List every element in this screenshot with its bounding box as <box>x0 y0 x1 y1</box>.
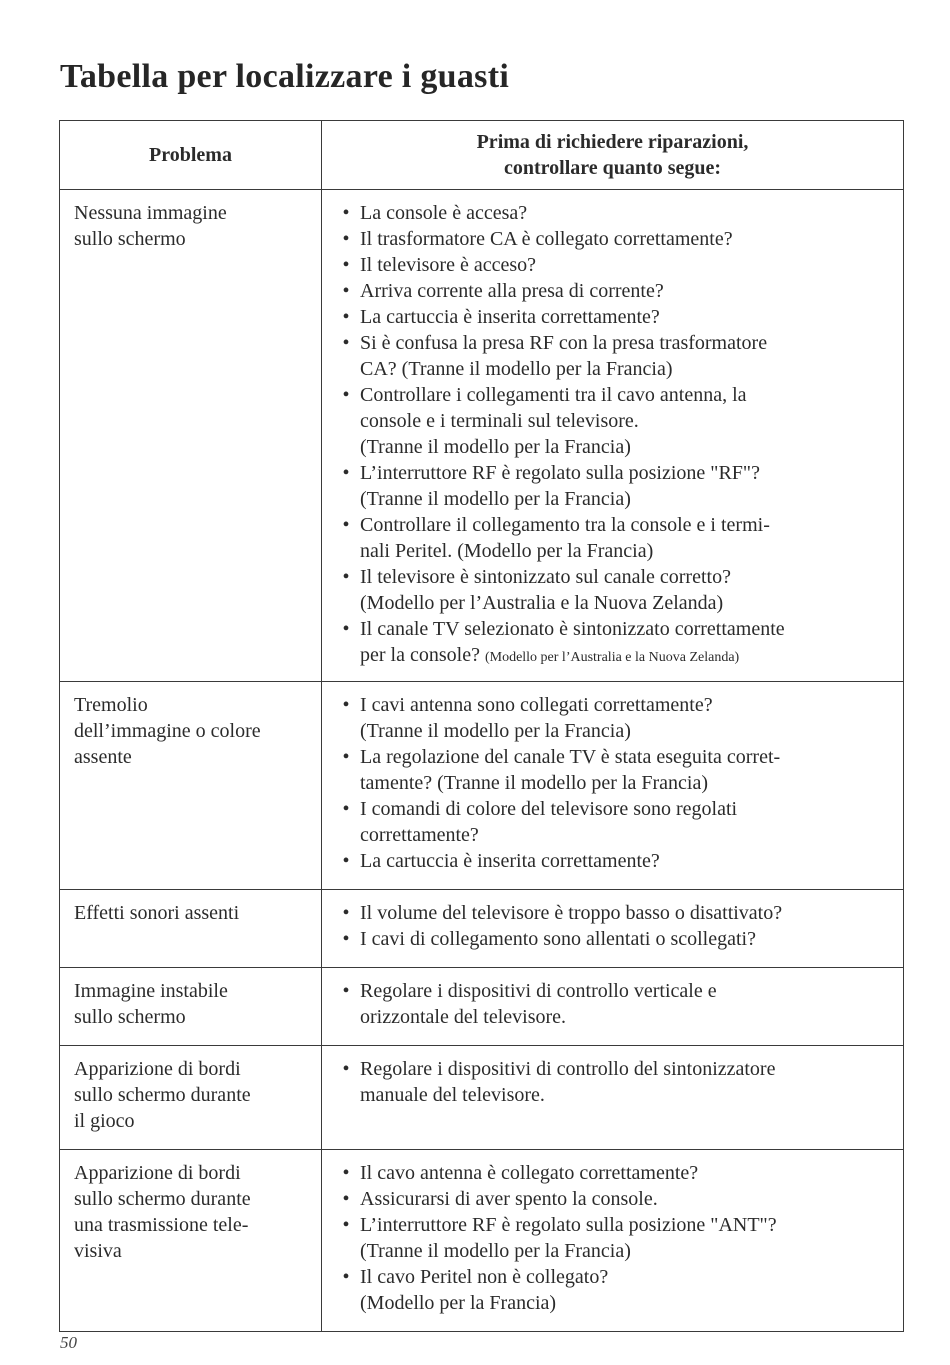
checks-cell <box>322 968 904 1046</box>
check-text: Assicurarsi di aver spento la console. <box>360 1188 658 1210</box>
bullet-icon: • <box>342 798 350 820</box>
list-item <box>338 460 895 512</box>
list-item <box>338 616 895 671</box>
checks-list <box>338 978 895 1030</box>
table-row <box>60 1150 904 1332</box>
bullet-icon: • <box>342 1214 350 1236</box>
checks-list <box>338 1056 895 1108</box>
problem-cell: Immagine instabile sullo schermo <box>60 968 322 1046</box>
list-item <box>338 692 895 744</box>
list-item <box>338 330 895 382</box>
checks-cell <box>322 1046 904 1150</box>
check-text: Regolare i dispositivi di controllo del sintonizzatore manuale del televisore. <box>360 1058 776 1106</box>
list-item <box>338 382 895 460</box>
list-item <box>338 926 895 952</box>
list-item <box>338 278 895 304</box>
check-text: L’interruttore RF è regolato sulla posizione "ANT"? (Tranne il modello per la Francia) <box>360 1214 777 1262</box>
list-item <box>338 1056 895 1108</box>
bullet-icon: • <box>342 746 350 768</box>
check-text: I comandi di colore del televisore sono regolati correttamente? <box>360 798 738 846</box>
bullet-icon: • <box>342 850 350 872</box>
check-text: Il volume del televisore è troppo basso o disattivato? <box>360 902 783 924</box>
check-text: Si è confusa la presa RF con la presa trasformatore CA? (Tranne il modello per la Francia) <box>360 332 768 380</box>
list-item <box>338 200 895 226</box>
list-item <box>338 564 895 616</box>
bullet-icon: • <box>342 462 350 484</box>
header-checks-line2: controllare quanto segue: <box>503 157 722 179</box>
table-row <box>60 682 904 890</box>
bullet-icon: • <box>342 228 350 250</box>
check-text: Il canale TV selezionato è sintonizzato correttamente per la console? <box>360 618 785 666</box>
check-text: Il televisore è acceso? <box>360 254 537 276</box>
check-text: I cavi antenna sono collegati correttamente? (Tranne il modello per la Francia) <box>360 694 713 742</box>
table-row <box>60 968 904 1046</box>
check-note: (Modello per l’Australia e la Nuova Zelanda) <box>484 650 740 665</box>
bullet-icon: • <box>342 254 350 276</box>
checks-list <box>338 1160 895 1316</box>
checks-cell <box>322 1150 904 1332</box>
bullet-icon: • <box>342 514 350 536</box>
check-text: La regolazione del canale TV è stata eseguita corret- tamente? (Tranne il modello per la Francia) <box>360 746 781 794</box>
bullet-icon: • <box>342 280 350 302</box>
bullet-icon: • <box>342 332 350 354</box>
list-item <box>338 900 895 926</box>
list-item <box>338 1160 895 1186</box>
check-text: La cartuccia è inserita correttamente? <box>360 850 660 872</box>
table-row <box>60 190 904 682</box>
check-text: Il cavo antenna è collegato correttamente? <box>360 1162 699 1184</box>
bullet-icon: • <box>342 928 350 950</box>
bullet-icon: • <box>342 202 350 224</box>
list-item <box>338 796 895 848</box>
list-item <box>338 1212 895 1264</box>
bullet-icon: • <box>342 1266 350 1288</box>
check-text: Il trasformatore CA è collegato correttamente? <box>360 228 733 250</box>
check-text: Regolare i dispositivi di controllo verticale e orizzontale del televisore. <box>360 980 717 1028</box>
bullet-icon: • <box>342 980 350 1002</box>
list-item <box>338 512 895 564</box>
checks-list <box>338 200 895 671</box>
header-checks <box>322 121 904 190</box>
problem-cell: Tremolio dell’immagine o colore assente <box>60 682 322 890</box>
problem-cell: Apparizione di bordi sullo schermo durante il gioco <box>60 1046 322 1150</box>
table-row <box>60 1046 904 1150</box>
problem-cell: Nessuna immagine sullo schermo <box>60 190 322 682</box>
check-text: Il cavo Peritel non è collegato? (Modello per la Francia) <box>360 1266 609 1314</box>
bullet-icon: • <box>342 902 350 924</box>
list-item <box>338 978 895 1030</box>
problem-cell: Effetti sonori assenti <box>60 890 322 968</box>
bullet-icon: • <box>342 566 350 588</box>
checks-list <box>338 900 895 952</box>
troubleshooting-table <box>59 120 904 1332</box>
table-row <box>60 890 904 968</box>
bullet-icon: • <box>342 1188 350 1210</box>
checks-list <box>338 692 895 874</box>
check-text: La console è accesa? <box>360 202 528 224</box>
bullet-icon: • <box>342 1162 350 1184</box>
bullet-icon: • <box>342 306 350 328</box>
check-text: La cartuccia è inserita correttamente? <box>360 306 660 328</box>
table-header-row <box>60 121 904 190</box>
list-item <box>338 226 895 252</box>
bullet-icon: • <box>342 1058 350 1080</box>
page-number: 50 <box>60 1333 77 1352</box>
table-body <box>60 190 904 1332</box>
bullet-icon: • <box>342 694 350 716</box>
list-item <box>338 304 895 330</box>
check-text: I cavi di collegamento sono allentati o scollegati? <box>360 928 756 950</box>
bullet-icon: • <box>342 618 350 640</box>
check-text: Il televisore è sintonizzato sul canale corretto? (Modello per l’Australia e la Nuova Zelanda) <box>360 566 731 614</box>
list-item <box>338 1264 895 1316</box>
list-item <box>338 848 895 874</box>
check-text: Arriva corrente alla presa di corrente? <box>360 280 664 302</box>
bullet-icon: • <box>342 384 350 406</box>
list-item <box>338 252 895 278</box>
header-checks-line1: Prima di richiedere riparazioni, <box>476 131 749 153</box>
problem-cell: Apparizione di bordi sullo schermo durante una trasmissione tele- visiva <box>60 1150 322 1332</box>
list-item <box>338 744 895 796</box>
check-text: L’interruttore RF è regolato sulla posizione "RF"? (Tranne il modello per la Francia) <box>360 462 760 510</box>
checks-cell <box>322 682 904 890</box>
check-text: Controllare i collegamenti tra il cavo antenna, la console e i terminali sul televisore. (Tranne il modello per la Francia) <box>360 384 747 458</box>
check-text: Controllare il collegamento tra la console e i termi- nali Peritel. (Modello per la Francia) <box>360 514 770 562</box>
header-problem: Problema <box>60 121 322 190</box>
list-item <box>338 1186 895 1212</box>
checks-cell <box>322 190 904 682</box>
checks-cell <box>322 890 904 968</box>
page-title: Tabella per localizzare i guasti <box>60 58 510 95</box>
